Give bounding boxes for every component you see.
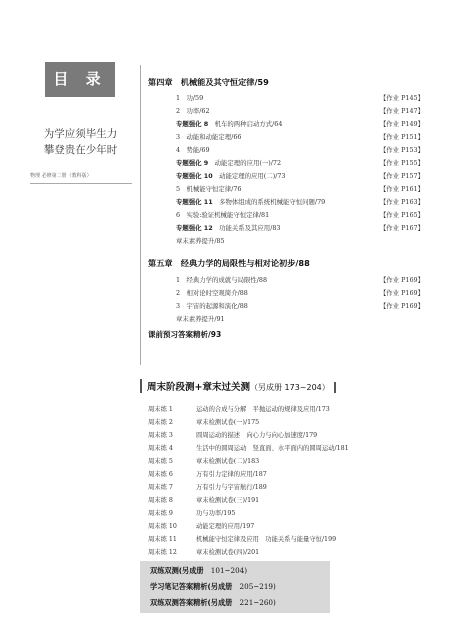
toc-row[interactable] bbox=[176, 197, 424, 206]
toc-row-keyword: 专题强化 9 bbox=[176, 159, 209, 167]
book-subtitle: 物理 必修第二册（教科版） bbox=[30, 173, 92, 179]
weekly-num: 周末练 12 bbox=[148, 549, 177, 556]
toc-row-keyword: 专题强化 12 bbox=[176, 224, 213, 232]
motto-line-1: 为学应须毕生力 bbox=[43, 128, 118, 140]
toc-row-label: 动能定理的应用(一)/72 bbox=[208, 159, 282, 167]
weekly-text: 章末检测试卷(四)/201 bbox=[196, 549, 260, 556]
weekly-text: 万有引力与宇宙航行/189 bbox=[196, 484, 267, 491]
booklet-label: 学习笔记答案精析(另成册 bbox=[150, 582, 233, 591]
toc-row[interactable] bbox=[176, 301, 424, 310]
homework-ref: 【作业 P157】 bbox=[379, 172, 424, 180]
toc-row-label: 5 机械能守恒定律/76 bbox=[176, 185, 242, 193]
weekly-num: 周末练 6 bbox=[148, 471, 173, 478]
chapter-5-title: 第五章 经典力学的局限性与相对论初步/88 bbox=[148, 258, 310, 268]
motto-line-2: 攀登贵在少年时 bbox=[43, 144, 118, 156]
homework-ref: 【作业 P155】 bbox=[379, 159, 424, 167]
toc-row[interactable] bbox=[176, 210, 424, 219]
toc-row-label: 动能定理的应用(二)/73 bbox=[212, 172, 286, 180]
weekly-num: 周末练 1 bbox=[148, 406, 173, 413]
toc-row[interactable] bbox=[176, 145, 424, 154]
weekly-text: 运动的合成与分解 平抛运动的规律及应用/173 bbox=[196, 406, 330, 413]
weekly-num: 周末练 2 bbox=[148, 419, 173, 426]
booklet-pages: 101~204) bbox=[203, 566, 248, 575]
weekly-num: 周末练 5 bbox=[148, 458, 173, 465]
toc-row-keyword: 专题强化 11 bbox=[176, 198, 213, 206]
toc-row[interactable] bbox=[176, 106, 424, 115]
weekly-row[interactable] bbox=[148, 430, 317, 439]
homework-ref: 【作业 P145】 bbox=[379, 94, 424, 102]
toc-row-label: 多物体组成的系统机械能守恒问题/79 bbox=[212, 198, 326, 206]
weekly-row[interactable] bbox=[148, 534, 336, 543]
weekly-num: 周末练 7 bbox=[148, 484, 173, 491]
homework-ref: 【作业 P153】 bbox=[379, 146, 424, 154]
toc-row-label: 章末素养提升/91 bbox=[176, 315, 225, 323]
weekly-row[interactable] bbox=[148, 417, 259, 426]
booklet-row[interactable] bbox=[150, 598, 276, 608]
homework-ref: 【作业 P167】 bbox=[379, 224, 424, 232]
weekly-text: 章末检测试卷(二)/183 bbox=[196, 458, 260, 465]
toc-row-label: 机车的两种启动方式/64 bbox=[208, 120, 283, 128]
toc-row-label: 功能关系及其应用/83 bbox=[212, 224, 281, 232]
weekly-row[interactable] bbox=[148, 456, 259, 465]
toc-row-label: 4 势能/69 bbox=[176, 146, 210, 154]
toc-row-label: 6 实验:验证机械能守恒定律/81 bbox=[176, 211, 270, 219]
weekly-text: 万有引力定律的应用/187 bbox=[196, 471, 267, 478]
homework-ref: 【作业 P161】 bbox=[379, 185, 424, 193]
weekly-text: 机械能守恒定律及应用 功能关系与能量守恒/199 bbox=[196, 536, 337, 543]
vertical-divider bbox=[140, 65, 141, 365]
booklet-pages: 205~219) bbox=[232, 582, 276, 591]
toc-row[interactable] bbox=[176, 171, 424, 180]
weekly-row[interactable] bbox=[148, 404, 330, 413]
toc-row[interactable] bbox=[176, 132, 424, 141]
homework-ref: 【作业 P151】 bbox=[379, 133, 424, 141]
weekly-num: 周末练 10 bbox=[148, 523, 177, 530]
weekly-num: 周末练 4 bbox=[148, 445, 173, 452]
toc-row[interactable] bbox=[176, 93, 424, 102]
booklet-row[interactable] bbox=[150, 566, 247, 576]
toc-row[interactable] bbox=[176, 119, 424, 128]
homework-ref: 【作业 P169】 bbox=[379, 302, 424, 310]
weekly-row[interactable] bbox=[148, 495, 259, 504]
homework-ref: 【作业 P169】 bbox=[379, 276, 424, 284]
title-end-bar bbox=[334, 382, 336, 393]
booklet-label: 双练双测答案精析(另成册 bbox=[150, 598, 233, 607]
booklet-box bbox=[140, 561, 330, 613]
weekly-num: 周末练 9 bbox=[148, 510, 173, 517]
toc-row[interactable] bbox=[176, 288, 424, 297]
weekly-row[interactable] bbox=[148, 508, 235, 517]
weekly-note: （另成册 173~204） bbox=[249, 383, 330, 392]
weekly-section-title bbox=[140, 379, 336, 393]
weekly-row[interactable] bbox=[148, 443, 349, 452]
toc-row-label: 3 动能和动能定理/66 bbox=[176, 133, 242, 141]
homework-ref: 【作业 P169】 bbox=[379, 289, 424, 297]
motto bbox=[28, 126, 133, 158]
weekly-text: 章末检测试卷(一)/175 bbox=[196, 419, 260, 426]
toc-title-box bbox=[45, 62, 115, 97]
toc-row[interactable] bbox=[176, 223, 424, 232]
toc-row[interactable] bbox=[176, 184, 424, 193]
toc-row-keyword: 专题强化 10 bbox=[176, 172, 213, 180]
weekly-num: 周末练 3 bbox=[148, 432, 173, 439]
weekly-text: 生活中的圆周运动 竖直面、水平面内的圆周运动/181 bbox=[196, 445, 349, 452]
weekly-title: 周末阶段测+章末过关测 bbox=[147, 382, 250, 393]
preview-answers[interactable]: 课前预习答案精析/93 bbox=[148, 330, 222, 339]
toc-row-label: 2 功率/62 bbox=[176, 107, 210, 115]
toc-row-label: 1 经典力学的成就与局限性/88 bbox=[176, 276, 268, 284]
weekly-row[interactable] bbox=[148, 547, 259, 556]
toc-row-label: 2 相对论时空观简介/88 bbox=[176, 289, 248, 297]
toc-row-label: 3 宇宙的起源和演化/88 bbox=[176, 302, 248, 310]
toc-row-keyword: 专题强化 8 bbox=[176, 120, 209, 128]
homework-ref: 【作业 P163】 bbox=[379, 198, 424, 206]
weekly-text: 动能定理的应用/197 bbox=[196, 523, 255, 530]
weekly-row[interactable] bbox=[148, 469, 267, 478]
booklet-row[interactable] bbox=[150, 582, 276, 592]
chapter-4-title: 第四章 机械能及其守恒定律/59 bbox=[148, 77, 269, 87]
homework-ref: 【作业 P147】 bbox=[379, 107, 424, 115]
sidebar-divider bbox=[30, 183, 132, 184]
toc-title: 目 录 bbox=[53, 70, 107, 88]
weekly-row[interactable] bbox=[148, 521, 254, 530]
weekly-row[interactable] bbox=[148, 482, 267, 491]
toc-row-label: 章末素养提升/85 bbox=[176, 237, 225, 245]
toc-row-label: 1 功/59 bbox=[176, 94, 204, 102]
homework-ref: 【作业 P165】 bbox=[379, 211, 424, 219]
weekly-text: 章末检测试卷(三)/191 bbox=[196, 497, 260, 504]
booklet-label: 双练双测(另成册 bbox=[150, 566, 204, 575]
weekly-text: 圆周运动的描述 向心力与向心加速度/179 bbox=[196, 432, 318, 439]
homework-ref: 【作业 P149】 bbox=[379, 120, 424, 128]
toc-row[interactable] bbox=[176, 158, 424, 167]
toc-row[interactable] bbox=[176, 314, 424, 323]
weekly-num: 周末练 11 bbox=[148, 536, 177, 543]
booklet-pages: 221~260) bbox=[232, 598, 276, 607]
toc-row[interactable] bbox=[176, 236, 424, 245]
weekly-num: 周末练 8 bbox=[148, 497, 173, 504]
weekly-text: 功与功率/195 bbox=[196, 510, 236, 517]
toc-row[interactable] bbox=[176, 275, 424, 284]
